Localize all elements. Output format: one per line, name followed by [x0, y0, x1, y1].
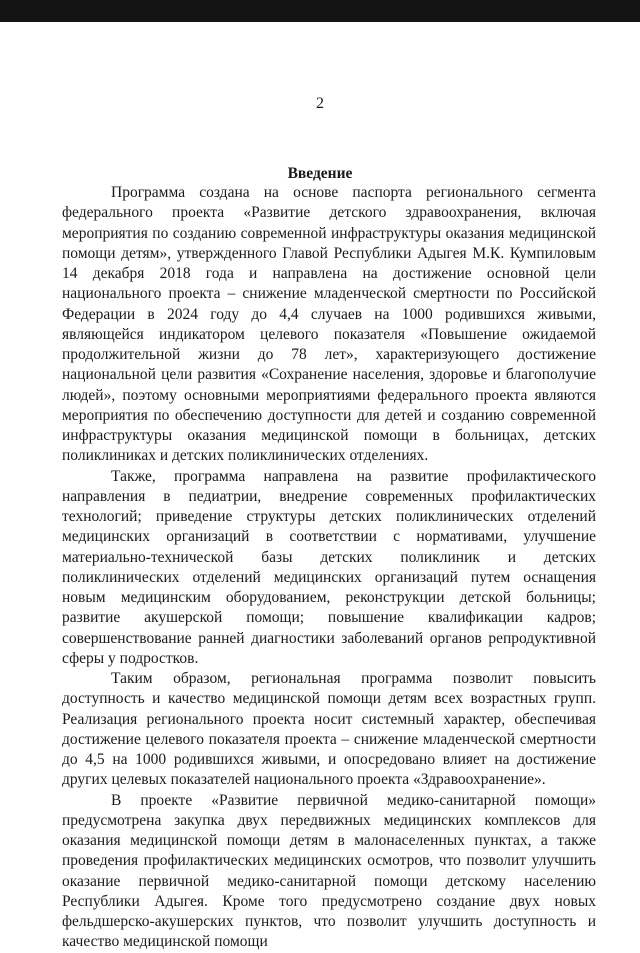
document-body: [62, 183, 596, 951]
paragraph-4: В проекте «Развитие первичной медико-санитарной помощи» предусмотрена закупка двух передвижных медицинских комплексов для оказания медицинской помощи детям в малонаселенных пунктах, а также проведения профилактических медицинских осмотров, что позволит улучшить оказание первичной медико-санитарной помощи детскому населению Республики Адыгея. Кроме того предусмотрено создание двух новых фельдшерско-акушерских пунктов, что позволит улучшить доступность и качество медицинской помощи: [62, 791, 596, 951]
scan-top-border: [0, 0, 640, 22]
section-title: Введение: [287, 165, 353, 182]
paragraph-1: Программа создана на основе паспорта регионального сегмента федерального проекта «Развитие детского здравоохранения, включая мероприятия по созданию современной инфраструктуры оказания медицинской помощи детям», утвержденного Главой Республики Адыгея М.К. Кумпиловым 14 декабря 2018 года и направлена на достижение основной цели национального проекта – снижение младенческой смертности по Российской Федерации в 2024 году до 4,4 случаев на 1000 родившихся живыми, являющейся индикатором целевого показателя «Повышение ожидаемой продолжительной жизни до 78 лет», характеризующего достижение национальной цели развития «Сохранение населения, здоровье и благополучие людей», поэтому основными мероприятиями федерального проекта являются мероприятия по обеспечению доступности для детей и созданию современной инфраструктуры оказания медицинской помощи в больницах, детских поликлиниках и детских поликлинических отделениях.: [62, 184, 596, 465]
paragraph-2: Также, программа направлена на развитие профилактического направления в педиатрии, внедрение современных профилактических технологий; приведение структуры детских поликлинических отделений медицинских организаций в соответствии с нормативами, улучшение материально-технической базы детских поликлиник и детских поликлинических отделений медицинских организаций путем оснащения новым медицинским оборудованием, реконструкции детской больницы; развитие акушерской помощи; повышение квалификации кадров; совершенствование ранней диагностики заболеваний органов репродуктивной сферы у подростков.: [62, 467, 596, 667]
page-number: 2: [316, 95, 324, 112]
paragraph-3: Таким образом, региональная программа позволит повысить доступность и качество медицинской помощи детям всех возрастных групп. Реализация регионального проекта носит системный характер, обеспечивая достижение целевого показателя проекта – снижение младенческой смертности до 4,5 на 1000 родившихся живыми, и опосредовано влияет на достижение других целевых показателей национального проекта «Здравоохранение».: [62, 670, 596, 789]
